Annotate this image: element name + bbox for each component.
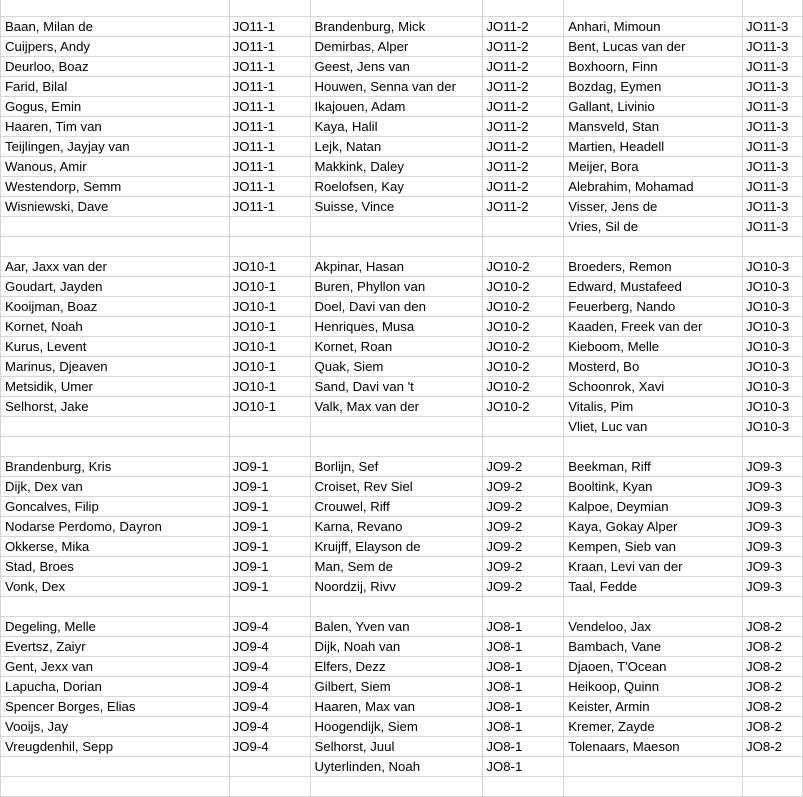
team-code-cell[interactable]: JO10-3 — [743, 317, 803, 337]
team-code-cell[interactable]: JO11-1 — [229, 177, 310, 197]
team-code-cell[interactable]: JO10-2 — [483, 297, 564, 317]
table-row — [1, 457, 803, 477]
team-code-cell[interactable]: JO11-3 — [743, 177, 803, 197]
team-code-cell[interactable]: JO8-2 — [743, 677, 803, 697]
team-code-cell[interactable]: JO10-1 — [229, 257, 310, 277]
player-name-cell[interactable]: Heikoop, Quinn — [564, 677, 743, 697]
team-code-cell[interactable]: JO8-1 — [483, 717, 564, 737]
player-name-cell[interactable]: Deurloo, Boaz — [1, 57, 230, 77]
player-name-cell[interactable]: Marinus, Djeaven — [1, 357, 230, 377]
player-name-cell[interactable]: Bozdag, Eymen — [564, 77, 743, 97]
player-name-cell[interactable]: Wanous, Amir — [1, 157, 230, 177]
player-name-cell[interactable]: Gilbert, Siem — [310, 677, 483, 697]
team-code-cell[interactable]: JO9-3 — [743, 577, 803, 597]
team-code-cell[interactable]: JO8-1 — [483, 657, 564, 677]
player-name-cell[interactable]: Suisse, Vince — [310, 197, 483, 217]
player-name-cell[interactable]: Makkink, Daley — [310, 157, 483, 177]
team-code-cell[interactable]: JO11-1 — [229, 117, 310, 137]
player-name-cell[interactable]: Houwen, Senna van der — [310, 77, 483, 97]
team-code-cell[interactable]: JO10-1 — [229, 317, 310, 337]
team-code-cell[interactable] — [743, 777, 803, 797]
player-name-cell[interactable]: Haaren, Tim van — [1, 117, 230, 137]
player-name-cell[interactable]: Stad, Broes — [1, 557, 230, 577]
player-name-cell[interactable]: Goudart, Jayden — [1, 277, 230, 297]
player-name-cell[interactable]: Vliet, Luc van — [564, 417, 743, 437]
player-name-cell[interactable]: Cuijpers, Andy — [1, 37, 230, 57]
table-row — [1, 657, 803, 677]
team-code-cell[interactable]: JO11-2 — [483, 37, 564, 57]
player-name-cell[interactable] — [564, 597, 743, 617]
team-code-cell[interactable] — [229, 777, 310, 797]
team-code-cell[interactable] — [229, 597, 310, 617]
player-name-cell[interactable]: Vries, Sil de — [564, 217, 743, 237]
player-name-cell[interactable]: Akpinar, Hasan — [310, 257, 483, 277]
table-row — [1, 357, 803, 377]
table-row — [1, 537, 803, 557]
player-name-cell[interactable]: Dijk, Dex van — [1, 477, 230, 497]
team-code-cell[interactable]: JO9-1 — [229, 557, 310, 577]
player-name-cell[interactable]: Lejk, Natan — [310, 137, 483, 157]
player-name-cell[interactable] — [310, 417, 483, 437]
team-code-cell[interactable]: JO9-1 — [229, 457, 310, 477]
team-code-cell[interactable]: JO8-2 — [743, 697, 803, 717]
player-name-cell[interactable]: Kieboom, Melle — [564, 337, 743, 357]
player-name-cell[interactable]: Keister, Armin — [564, 697, 743, 717]
team-code-cell[interactable]: JO10-1 — [229, 297, 310, 317]
team-code-cell[interactable]: JO11-3 — [743, 17, 803, 37]
player-name-cell[interactable]: Selhorst, Juul — [310, 737, 483, 757]
team-code-cell[interactable]: JO9-3 — [743, 497, 803, 517]
team-code-cell[interactable]: JO10-2 — [483, 397, 564, 417]
player-name-cell[interactable]: Kempen, Sieb van — [564, 537, 743, 557]
team-code-cell[interactable]: JO9-2 — [483, 557, 564, 577]
team-code-cell[interactable] — [229, 217, 310, 237]
player-name-cell[interactable]: Vooijs, Jay — [1, 717, 230, 737]
team-code-cell[interactable]: JO10-3 — [743, 257, 803, 277]
player-name-cell[interactable]: Bent, Lucas van der — [564, 37, 743, 57]
table-row — [1, 117, 803, 137]
player-name-cell[interactable]: Dijk, Noah van — [310, 637, 483, 657]
player-name-cell[interactable]: Tolenaars, Maeson — [564, 737, 743, 757]
team-code-cell[interactable]: JO9-4 — [229, 697, 310, 717]
table-row — [1, 317, 803, 337]
player-name-cell[interactable]: Kooijman, Boaz — [1, 297, 230, 317]
player-name-cell[interactable]: Boxhoorn, Finn — [564, 57, 743, 77]
team-code-cell[interactable]: JO11-2 — [483, 57, 564, 77]
team-code-cell[interactable]: JO11-2 — [483, 77, 564, 97]
player-name-cell[interactable]: Vitalis, Pim — [564, 397, 743, 417]
table-row — [1, 77, 803, 97]
player-name-cell[interactable] — [564, 237, 743, 257]
team-code-cell[interactable] — [229, 0, 310, 17]
team-code-cell[interactable]: JO11-3 — [743, 217, 803, 237]
team-code-cell[interactable]: JO11-1 — [229, 197, 310, 217]
team-code-cell[interactable] — [483, 777, 564, 797]
player-name-cell[interactable]: Valk, Max van der — [310, 397, 483, 417]
player-name-cell[interactable]: Man, Sem de — [310, 557, 483, 577]
team-code-cell[interactable]: JO8-1 — [483, 757, 564, 777]
table-row — [1, 57, 803, 77]
player-name-cell[interactable] — [564, 757, 743, 777]
player-name-cell[interactable]: Feuerberg, Nando — [564, 297, 743, 317]
player-name-cell[interactable]: Crouwel, Riff — [310, 497, 483, 517]
player-name-cell[interactable]: Gogus, Emin — [1, 97, 230, 117]
player-name-cell[interactable]: Croiset, Rev Siel — [310, 477, 483, 497]
table-row — [1, 97, 803, 117]
player-name-cell[interactable] — [1, 757, 230, 777]
team-code-cell[interactable]: JO9-3 — [743, 557, 803, 577]
player-name-cell[interactable] — [1, 0, 230, 17]
team-code-cell[interactable]: JO10-2 — [483, 337, 564, 357]
team-code-cell[interactable] — [483, 437, 564, 457]
team-code-cell[interactable]: JO8-2 — [743, 617, 803, 637]
player-name-cell[interactable]: Kaya, Gokay Alper — [564, 517, 743, 537]
team-code-cell[interactable]: JO11-2 — [483, 157, 564, 177]
player-name-cell[interactable]: Vendeloo, Jax — [564, 617, 743, 637]
player-name-cell[interactable] — [310, 237, 483, 257]
player-name-cell[interactable]: Hoogendijk, Siem — [310, 717, 483, 737]
table-row — [1, 397, 803, 417]
team-code-cell[interactable]: JO8-1 — [483, 617, 564, 637]
team-code-cell[interactable]: JO9-4 — [229, 717, 310, 737]
table-row — [1, 377, 803, 397]
team-code-cell[interactable]: JO9-2 — [483, 477, 564, 497]
team-code-cell[interactable] — [483, 597, 564, 617]
player-name-cell[interactable]: Kremer, Zayde — [564, 717, 743, 737]
player-name-cell[interactable]: Wisniewski, Dave — [1, 197, 230, 217]
team-code-cell[interactable]: JO9-4 — [229, 657, 310, 677]
player-name-cell[interactable]: Bambach, Vane — [564, 637, 743, 657]
player-name-cell[interactable]: Kornet, Noah — [1, 317, 230, 337]
player-name-cell[interactable] — [310, 217, 483, 237]
player-name-cell[interactable]: Kraan, Levi van der — [564, 557, 743, 577]
player-name-cell[interactable]: Mosterd, Bo — [564, 357, 743, 377]
team-code-cell[interactable]: JO9-2 — [483, 537, 564, 557]
player-name-cell[interactable]: Schoonrok, Xavi — [564, 377, 743, 397]
player-name-cell[interactable]: Beekman, Riff — [564, 457, 743, 477]
team-code-cell[interactable]: JO8-1 — [483, 677, 564, 697]
team-code-cell[interactable]: JO11-1 — [229, 77, 310, 97]
player-name-cell[interactable] — [1, 597, 230, 617]
team-code-cell[interactable]: JO8-1 — [483, 737, 564, 757]
team-code-cell[interactable]: JO11-2 — [483, 197, 564, 217]
team-code-cell[interactable]: JO9-2 — [483, 577, 564, 597]
team-code-cell[interactable]: JO9-4 — [229, 637, 310, 657]
player-name-cell[interactable]: Kurus, Levent — [1, 337, 230, 357]
table-row — [1, 337, 803, 357]
player-name-cell[interactable] — [1, 777, 230, 797]
table-row — [1, 577, 803, 597]
team-code-cell[interactable]: JO11-1 — [229, 137, 310, 157]
player-name-cell[interactable]: Edward, Mustafeed — [564, 277, 743, 297]
team-code-cell[interactable]: JO9-2 — [483, 457, 564, 477]
table-row — [1, 297, 803, 317]
team-code-cell[interactable] — [743, 437, 803, 457]
player-name-cell[interactable]: Visser, Jens de — [564, 197, 743, 217]
team-code-cell[interactable]: JO9-1 — [229, 497, 310, 517]
player-name-cell[interactable]: Anhari, Mimoun — [564, 17, 743, 37]
team-code-cell[interactable]: JO9-1 — [229, 537, 310, 557]
team-code-cell[interactable]: JO10-1 — [229, 357, 310, 377]
team-code-cell[interactable]: JO11-2 — [483, 137, 564, 157]
team-code-cell[interactable]: JO10-2 — [483, 317, 564, 337]
player-name-cell[interactable]: Farid, Bilal — [1, 77, 230, 97]
player-name-cell[interactable]: Henriques, Musa — [310, 317, 483, 337]
player-name-cell[interactable]: Buren, Phyllon van — [310, 277, 483, 297]
player-name-cell[interactable] — [1, 417, 230, 437]
player-name-cell[interactable]: Alebrahim, Mohamad — [564, 177, 743, 197]
table-row — [1, 637, 803, 657]
player-name-cell[interactable] — [310, 437, 483, 457]
player-name-cell[interactable]: Spencer Borges, Elias — [1, 697, 230, 717]
player-name-cell[interactable]: Quak, Siem — [310, 357, 483, 377]
player-name-cell[interactable]: Baan, Milan de — [1, 17, 230, 37]
team-code-cell[interactable]: JO11-1 — [229, 97, 310, 117]
team-code-cell[interactable] — [229, 237, 310, 257]
team-code-cell[interactable]: JO11-2 — [483, 97, 564, 117]
player-name-cell[interactable]: Vreugdenhil, Sepp — [1, 737, 230, 757]
player-name-cell[interactable]: Aar, Jaxx van der — [1, 257, 230, 277]
table-row — [1, 17, 803, 37]
team-code-cell[interactable]: JO11-1 — [229, 157, 310, 177]
player-name-cell[interactable]: Haaren, Max van — [310, 697, 483, 717]
player-name-cell[interactable]: Broeders, Remon — [564, 257, 743, 277]
team-code-cell[interactable]: JO11-1 — [229, 57, 310, 77]
team-code-cell[interactable]: JO9-1 — [229, 517, 310, 537]
player-name-cell[interactable]: Geest, Jens van — [310, 57, 483, 77]
player-name-cell[interactable]: Okkerse, Mika — [1, 537, 230, 557]
player-name-cell[interactable]: Ikajouen, Adam — [310, 97, 483, 117]
player-name-cell[interactable]: Booltink, Kyan — [564, 477, 743, 497]
team-code-cell[interactable]: JO11-3 — [743, 57, 803, 77]
team-code-cell[interactable] — [483, 0, 564, 17]
team-code-cell[interactable]: JO10-2 — [483, 357, 564, 377]
table-row — [1, 177, 803, 197]
team-code-cell[interactable] — [743, 757, 803, 777]
table-row — [1, 737, 803, 757]
player-name-cell[interactable] — [310, 0, 483, 17]
player-name-cell[interactable] — [564, 437, 743, 457]
team-code-cell[interactable]: JO8-2 — [743, 717, 803, 737]
player-name-cell[interactable]: Uyterlinden, Noah — [310, 757, 483, 777]
team-code-cell[interactable] — [743, 0, 803, 17]
team-code-cell[interactable]: JO11-3 — [743, 97, 803, 117]
table-row — [1, 0, 803, 17]
team-code-cell[interactable] — [483, 217, 564, 237]
player-name-cell[interactable] — [310, 597, 483, 617]
player-name-cell[interactable]: Teijlingen, Jayjay van — [1, 137, 230, 157]
table-row — [1, 237, 803, 257]
team-code-cell[interactable]: JO11-2 — [483, 17, 564, 37]
player-name-cell[interactable]: Gent, Jexx van — [1, 657, 230, 677]
table-row — [1, 777, 803, 797]
team-code-cell[interactable]: JO11-3 — [743, 157, 803, 177]
player-name-cell[interactable]: Lapucha, Dorian — [1, 677, 230, 697]
team-code-cell[interactable]: JO10-2 — [483, 377, 564, 397]
team-code-cell[interactable]: JO9-3 — [743, 457, 803, 477]
player-name-cell[interactable]: Balen, Yven van — [310, 617, 483, 637]
player-name-cell[interactable]: Westendorp, Semm — [1, 177, 230, 197]
team-code-cell[interactable]: JO11-3 — [743, 137, 803, 157]
team-code-cell[interactable]: JO9-4 — [229, 677, 310, 697]
team-code-cell[interactable] — [743, 237, 803, 257]
table-row — [1, 697, 803, 717]
table-row — [1, 157, 803, 177]
team-code-cell[interactable]: JO10-1 — [229, 277, 310, 297]
team-code-cell[interactable]: JO10-3 — [743, 377, 803, 397]
team-code-cell[interactable]: JO10-3 — [743, 337, 803, 357]
player-name-cell[interactable]: Evertsz, Zaiyr — [1, 637, 230, 657]
player-name-cell[interactable] — [564, 777, 743, 797]
player-name-cell[interactable]: Brandenburg, Kris — [1, 457, 230, 477]
table-row — [1, 417, 803, 437]
player-name-cell[interactable]: Djaoen, T'Ocean — [564, 657, 743, 677]
table-row — [1, 677, 803, 697]
team-code-cell[interactable] — [483, 417, 564, 437]
team-code-cell[interactable]: JO9-4 — [229, 617, 310, 637]
team-code-cell[interactable] — [229, 757, 310, 777]
table-row — [1, 257, 803, 277]
team-code-cell[interactable]: JO10-3 — [743, 297, 803, 317]
team-code-cell[interactable]: JO11-3 — [743, 77, 803, 97]
team-code-cell[interactable]: JO11-3 — [743, 117, 803, 137]
player-name-cell[interactable]: Kalpoe, Deymian — [564, 497, 743, 517]
team-code-cell[interactable]: JO9-1 — [229, 477, 310, 497]
team-code-cell[interactable]: JO10-1 — [229, 337, 310, 357]
table-row — [1, 597, 803, 617]
table-row — [1, 757, 803, 777]
player-name-cell[interactable]: Goncalves, Filip — [1, 497, 230, 517]
player-name-cell[interactable]: Mansveld, Stan — [564, 117, 743, 137]
player-name-cell[interactable]: Borlijn, Sef — [310, 457, 483, 477]
table-row — [1, 137, 803, 157]
team-code-cell[interactable] — [743, 597, 803, 617]
table-row — [1, 217, 803, 237]
player-name-cell[interactable]: Degeling, Melle — [1, 617, 230, 637]
team-code-cell[interactable] — [229, 437, 310, 457]
team-code-cell[interactable] — [229, 417, 310, 437]
player-name-cell[interactable]: Sand, Davi van 't — [310, 377, 483, 397]
player-name-cell[interactable] — [1, 237, 230, 257]
team-code-cell[interactable]: JO9-1 — [229, 577, 310, 597]
team-code-cell[interactable]: JO10-3 — [743, 417, 803, 437]
player-name-cell[interactable]: Noordzij, Rivv — [310, 577, 483, 597]
player-name-cell[interactable]: Metsidik, Umer — [1, 377, 230, 397]
team-code-cell[interactable]: JO11-1 — [229, 37, 310, 57]
team-code-cell[interactable]: JO9-2 — [483, 497, 564, 517]
player-name-cell[interactable]: Brandenburg, Mick — [310, 17, 483, 37]
player-name-cell[interactable]: Taal, Fedde — [564, 577, 743, 597]
team-code-cell[interactable]: JO10-1 — [229, 377, 310, 397]
player-name-cell[interactable]: Karna, Revano — [310, 517, 483, 537]
team-code-cell[interactable]: JO9-3 — [743, 477, 803, 497]
table-row — [1, 477, 803, 497]
player-name-cell[interactable]: Elfers, Dezz — [310, 657, 483, 677]
table-row — [1, 557, 803, 577]
team-code-cell[interactable]: JO11-3 — [743, 197, 803, 217]
player-name-cell[interactable]: Kruijff, Elayson de — [310, 537, 483, 557]
player-name-cell[interactable]: Kornet, Roan — [310, 337, 483, 357]
team-code-cell[interactable]: JO9-4 — [229, 737, 310, 757]
table-row — [1, 437, 803, 457]
team-code-cell[interactable]: JO10-2 — [483, 277, 564, 297]
team-code-cell[interactable]: JO8-2 — [743, 737, 803, 757]
player-name-cell[interactable] — [1, 437, 230, 457]
team-code-cell[interactable]: JO8-2 — [743, 637, 803, 657]
player-name-cell[interactable]: Doel, Davi van den — [310, 297, 483, 317]
team-code-cell[interactable]: JO10-2 — [483, 257, 564, 277]
player-name-cell[interactable]: Selhorst, Jake — [1, 397, 230, 417]
table-row — [1, 617, 803, 637]
player-name-cell[interactable]: Demirbas, Alper — [310, 37, 483, 57]
player-name-cell[interactable]: Kaya, Halil — [310, 117, 483, 137]
team-code-cell[interactable]: JO10-3 — [743, 277, 803, 297]
player-name-cell[interactable]: Kaaden, Freek van der — [564, 317, 743, 337]
table-row — [1, 197, 803, 217]
team-code-cell[interactable]: JO9-2 — [483, 517, 564, 537]
team-code-cell[interactable]: JO8-2 — [743, 657, 803, 677]
team-code-cell[interactable]: JO10-3 — [743, 357, 803, 377]
team-code-cell[interactable]: JO11-3 — [743, 37, 803, 57]
player-name-cell[interactable] — [310, 777, 483, 797]
team-code-cell[interactable]: JO9-3 — [743, 537, 803, 557]
player-name-cell[interactable] — [1, 217, 230, 237]
table-row — [1, 277, 803, 297]
table-row — [1, 717, 803, 737]
team-code-cell[interactable]: JO11-2 — [483, 177, 564, 197]
player-name-cell[interactable] — [564, 0, 743, 17]
player-name-cell[interactable]: Nodarse Perdomo, Dayron — [1, 517, 230, 537]
player-name-cell[interactable]: Roelofsen, Kay — [310, 177, 483, 197]
player-name-cell[interactable]: Meijer, Bora — [564, 157, 743, 177]
team-code-cell[interactable]: JO11-2 — [483, 117, 564, 137]
player-name-cell[interactable]: Martien, Headell — [564, 137, 743, 157]
team-code-cell[interactable]: JO8-1 — [483, 697, 564, 717]
team-code-cell[interactable]: JO9-3 — [743, 517, 803, 537]
team-code-cell[interactable]: JO10-1 — [229, 397, 310, 417]
team-code-cell[interactable]: JO8-1 — [483, 637, 564, 657]
player-name-cell[interactable]: Gallant, Livinio — [564, 97, 743, 117]
table-row — [1, 517, 803, 537]
player-name-cell[interactable]: Vonk, Dex — [1, 577, 230, 597]
team-code-cell[interactable] — [483, 237, 564, 257]
team-code-cell[interactable]: JO11-1 — [229, 17, 310, 37]
table-row — [1, 497, 803, 517]
table-row — [1, 37, 803, 57]
team-code-cell[interactable]: JO10-3 — [743, 397, 803, 417]
